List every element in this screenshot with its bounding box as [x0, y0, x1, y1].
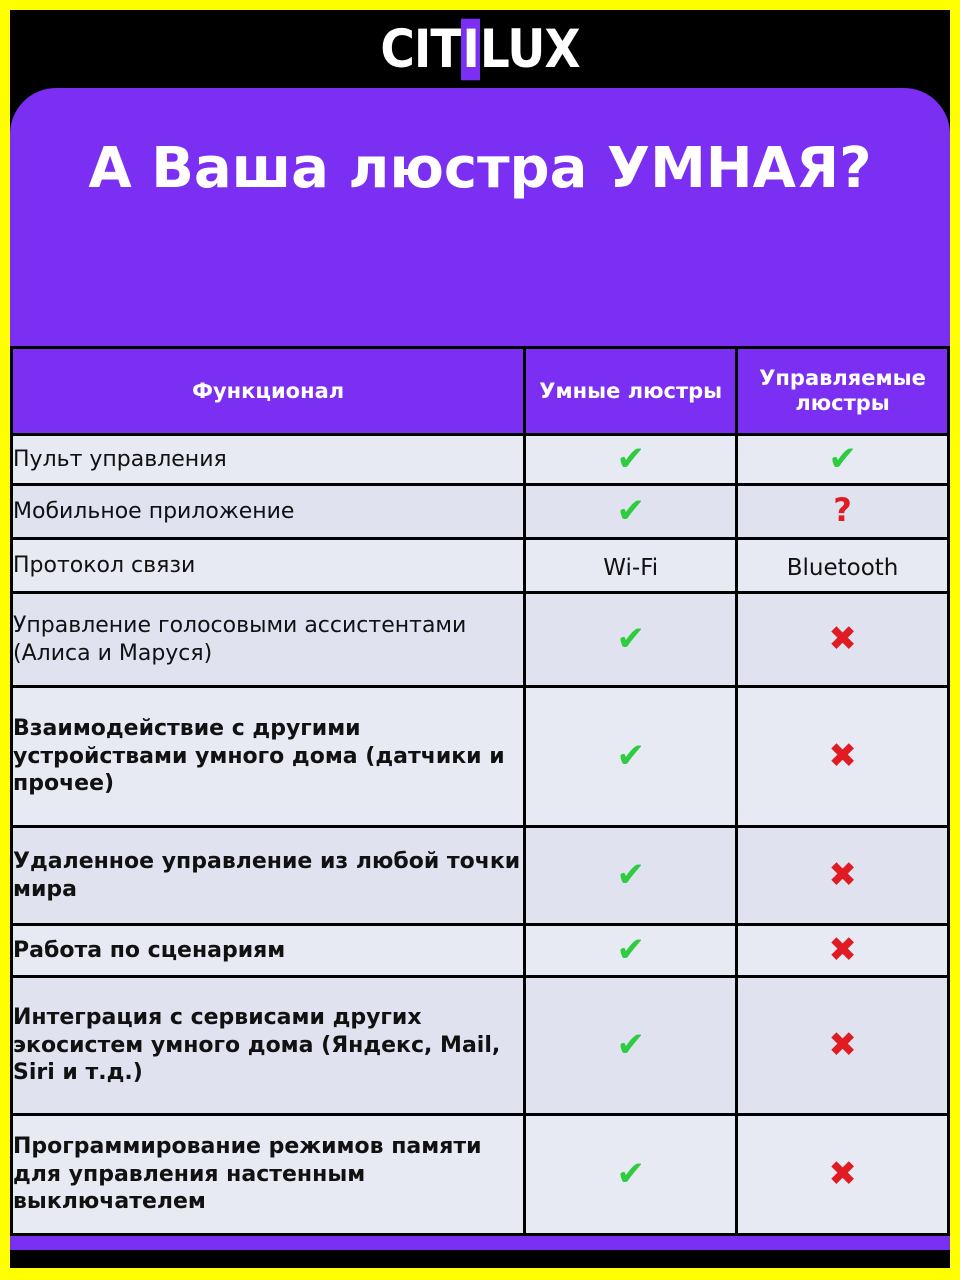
cell-smart — [525, 1115, 737, 1235]
citilux-logo — [380, 18, 579, 80]
feature-label: Пульт управления — [12, 435, 525, 485]
cell-smart — [525, 593, 737, 687]
table-row — [12, 977, 949, 1115]
cell-controlled — [737, 593, 949, 687]
feature-label: Управление голосовыми ассистентами (Алиса и Маруся) — [12, 593, 525, 687]
check-icon: ✔ — [616, 1024, 645, 1065]
column-header-smart: Умные люстры — [525, 348, 737, 435]
cell-controlled — [737, 1115, 949, 1235]
cell-controlled — [737, 687, 949, 827]
question-icon: ? — [833, 491, 852, 529]
check-icon: ✔ — [616, 490, 645, 531]
cross-icon: ✖ — [828, 854, 857, 895]
feature-label: Взаимодействие с другими устройствами умного дома (датчики и прочее) — [12, 687, 525, 827]
cell-controlled — [737, 485, 949, 539]
check-icon: ✔ — [616, 735, 645, 776]
bottom-strip — [10, 1250, 950, 1268]
cross-icon: ✖ — [828, 618, 857, 659]
check-icon: ✔ — [616, 929, 645, 970]
cross-icon: ✖ — [828, 929, 857, 970]
cell-smart — [525, 687, 737, 827]
cell-smart — [525, 435, 737, 485]
cell-smart — [525, 925, 737, 977]
header-curve-left — [10, 88, 56, 134]
comparison-table — [10, 346, 950, 1236]
cell-controlled — [737, 435, 949, 485]
logo-part-lux: LUX — [479, 18, 580, 80]
cell-controlled — [737, 977, 949, 1115]
column-header-controlled: Управляемые люстры — [737, 348, 949, 435]
page-title: А Ваша люстра УМНАЯ? — [88, 136, 872, 201]
protocol-value-controlled: Bluetooth — [786, 555, 899, 581]
cell-smart — [525, 539, 737, 593]
check-icon: ✔ — [616, 1153, 645, 1194]
cross-icon: ✖ — [828, 735, 857, 776]
feature-label: Мобильное приложение — [12, 485, 525, 539]
check-icon: ✔ — [616, 618, 645, 659]
purple-panel — [10, 88, 950, 1268]
cross-icon: ✖ — [828, 1153, 857, 1194]
table-header-row — [12, 348, 949, 435]
feature-label: Программирование режимов памяти для управления настенным выключателем — [12, 1115, 525, 1235]
cell-controlled — [737, 539, 949, 593]
table-row — [12, 539, 949, 593]
protocol-value-smart: Wi-Fi — [603, 555, 659, 581]
cross-icon: ✖ — [828, 1024, 857, 1065]
check-icon: ✔ — [616, 854, 645, 895]
check-icon: ✔ — [828, 438, 857, 479]
header-curve-right — [904, 88, 950, 134]
column-header-feature: Функционал — [12, 348, 525, 435]
cell-smart — [525, 977, 737, 1115]
table-row — [12, 827, 949, 925]
logo-part-i: I — [462, 18, 479, 80]
check-icon: ✔ — [616, 438, 645, 479]
feature-label: Удаленное управление из любой точки мира — [12, 827, 525, 925]
table-row — [12, 687, 949, 827]
logo-part-cit: CIT — [380, 18, 462, 80]
cell-controlled — [737, 827, 949, 925]
brand-header — [10, 10, 950, 88]
table-row — [12, 435, 949, 485]
table-row — [12, 593, 949, 687]
table-row — [12, 485, 949, 539]
cell-controlled — [737, 925, 949, 977]
feature-label: Работа по сценариям — [12, 925, 525, 977]
cell-smart — [525, 827, 737, 925]
feature-label: Интеграция с сервисами других экосистем умного дома (Яндекс, Mail, Siri и т.д.) — [12, 977, 525, 1115]
table-row — [12, 1115, 949, 1235]
feature-label: Протокол связи — [12, 539, 525, 593]
poster-card — [10, 10, 950, 1268]
table-row — [12, 925, 949, 977]
cell-smart — [525, 485, 737, 539]
